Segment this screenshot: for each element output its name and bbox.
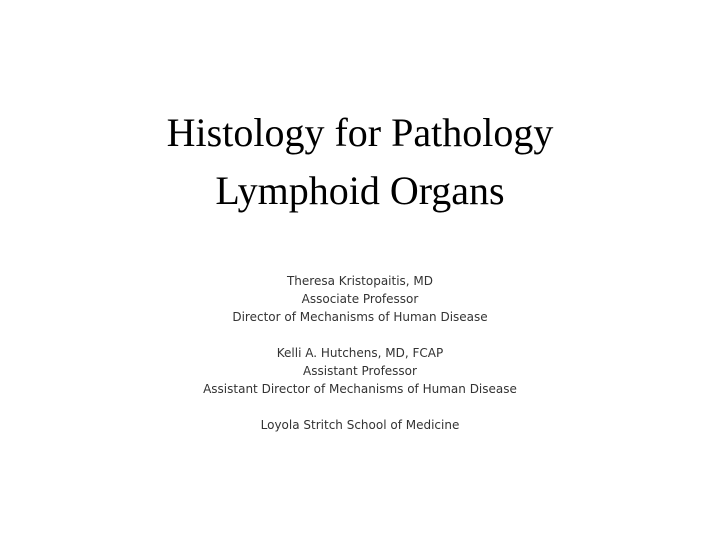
institution-block: [0, 416, 720, 434]
title-line-1: Histology for Pathology: [166, 110, 554, 155]
author-position: Assistant Director of Mechanisms of Human Disease: [203, 382, 517, 396]
slide-subtitle: [0, 272, 720, 434]
title-line-2: Lymphoid Organs: [215, 168, 505, 213]
author-role: Associate Professor: [301, 292, 419, 306]
author-name: Kelli A. Hutchens, MD, FCAP: [276, 346, 444, 360]
author-name: Theresa Kristopaitis, MD: [286, 274, 434, 288]
author-block-2: [0, 344, 720, 398]
author-role: Assistant Professor: [303, 364, 417, 378]
author-block-1: [0, 272, 720, 326]
slide-title: [0, 104, 720, 220]
author-position: Director of Mechanisms of Human Disease: [232, 310, 488, 324]
institution-name: Loyola Stritch School of Medicine: [260, 418, 460, 432]
